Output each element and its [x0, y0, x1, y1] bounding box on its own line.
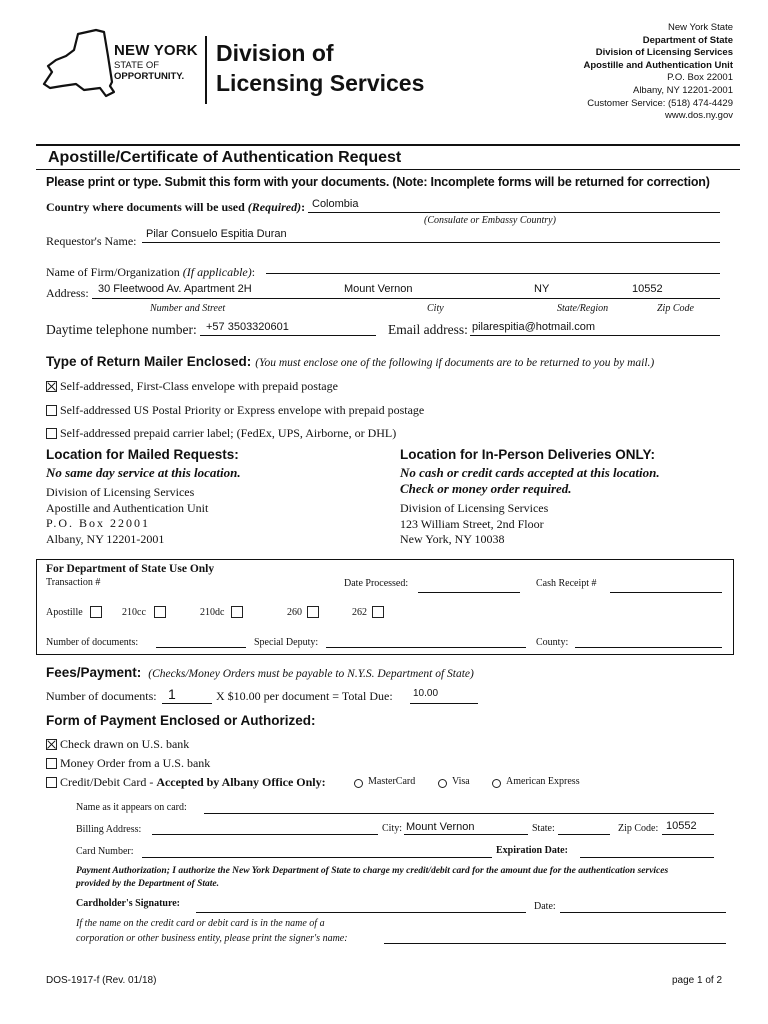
firm-colon: :	[251, 265, 256, 279]
inperson-line-1: Division of Licensing Services	[400, 501, 549, 515]
address-label: Address:	[46, 286, 89, 300]
inperson-line-3: New York, NY 10038	[400, 532, 505, 546]
zip-value: 10552	[632, 283, 663, 295]
signature-label: Cardholder's Signature:	[76, 898, 180, 909]
caption-city: City	[427, 303, 444, 314]
country-colon: :	[301, 200, 306, 214]
amex-radio[interactable]	[492, 779, 501, 788]
inperson-sub1: No cash or credit cards accepted at this location.	[400, 465, 660, 480]
mailer-checkbox-first-class[interactable]	[46, 381, 57, 392]
fees-note: (Checks/Money Orders must be payable to N.Y.S. Department of State)	[148, 668, 474, 680]
address-division: Division of Licensing Services	[595, 47, 733, 59]
billing-state-label: State:	[532, 823, 555, 834]
amex-label: American Express	[506, 776, 580, 787]
address-phone: Customer Service: (518) 474-4429	[587, 97, 733, 109]
dos-apostille-checkbox[interactable]	[90, 606, 102, 618]
billing-state-field[interactable]	[558, 834, 610, 835]
money-order-label: Money Order from a U.S. bank	[60, 756, 211, 770]
mastercard-label: MasterCard	[368, 776, 416, 787]
country-label	[46, 200, 305, 215]
instructions: Please print or type. Submit this form with your documents. (Note: Incomplete forms will be returned for correction)	[46, 175, 710, 189]
dos-num-docs-label: Number of documents:	[46, 637, 139, 648]
logo-division-of: Division of	[216, 40, 334, 66]
signature-date-field[interactable]	[560, 912, 726, 913]
nys-logo	[40, 26, 430, 114]
billing-city-value: Mount Vernon	[406, 821, 475, 833]
inperson-sub2: Check or money order required.	[400, 481, 572, 496]
mailed-line-4: Albany, NY 12201-2001	[46, 531, 165, 546]
caption-state: State/Region	[557, 303, 609, 314]
address-web: www.dos.ny.gov	[665, 110, 733, 122]
signature-date-label: Date:	[534, 901, 556, 912]
fees-total-value: 10.00	[413, 688, 439, 699]
billing-zip-value: 10552	[666, 820, 697, 832]
logo-new-york: NEW YORK	[114, 42, 198, 59]
payment-heading: Form of Payment Enclosed or Authorized:	[46, 713, 316, 728]
dos-260-label: 260	[287, 607, 302, 618]
fees-rate-text: X $10.00 per document = Total Due:	[216, 689, 393, 703]
signature-field[interactable]	[196, 912, 526, 913]
logo-opportunity: OPPORTUNITY.	[114, 71, 185, 82]
business-note-2: corporation or other business entity, please print the signer's name:	[76, 933, 348, 944]
card-label-bold: Accepted by Albany Office Only:	[156, 775, 326, 789]
card-checkbox[interactable]	[46, 777, 57, 788]
phone-label: Daytime telephone number:	[46, 322, 197, 337]
card-number-field[interactable]	[142, 857, 492, 858]
name-on-card-label: Name as it appears on card:	[76, 802, 187, 813]
country-required: (Required)	[247, 200, 302, 214]
dos-date-processed-label: Date Processed:	[344, 578, 409, 589]
country-value: Colombia	[312, 198, 359, 210]
mailed-address	[46, 485, 208, 547]
mailed-line-3: P.O. Box 22001	[46, 516, 151, 530]
name-on-card-field[interactable]	[204, 813, 714, 814]
caption-street: Number and Street	[150, 303, 226, 314]
signer-name-field[interactable]	[384, 943, 726, 944]
dos-cash-receipt-label: Cash Receipt #	[536, 578, 597, 589]
card-label-text: Credit/Debit Card -	[60, 775, 157, 789]
billing-zip-label: Zip Code:	[618, 823, 659, 834]
check-checkbox[interactable]	[46, 739, 57, 750]
dos-num-docs-field[interactable]	[156, 647, 246, 648]
page-number: page 1 of 2	[672, 975, 723, 986]
billing-city-label: City:	[382, 823, 403, 834]
visa-label: Visa	[452, 776, 470, 787]
logo-state-of: STATE OF	[114, 60, 160, 71]
fees-heading: Fees/Payment:	[46, 665, 142, 680]
mailed-line-2: Apostille and Authentication Unit	[46, 500, 209, 515]
expiration-label: Expiration Date:	[496, 845, 568, 856]
billing-city-field[interactable]	[404, 834, 528, 835]
dos-special-deputy-field[interactable]	[326, 647, 526, 648]
email-value: pilarespitia@hotmail.com	[472, 321, 596, 333]
requestor-field[interactable]	[142, 242, 720, 243]
requestor-label: Requestor's Name:	[46, 234, 137, 248]
email-field[interactable]	[470, 335, 720, 336]
dos-special-deputy-label: Special Deputy:	[254, 637, 319, 648]
address-state: New York State	[668, 22, 733, 33]
dos-210dc-checkbox[interactable]	[231, 606, 243, 618]
card-label	[60, 775, 326, 790]
address-department: Department of State	[642, 34, 733, 46]
title-bottom-rule	[36, 169, 740, 170]
billing-label: Billing Address:	[76, 824, 142, 835]
street-value: 30 Fleetwood Av. Apartment 2H	[98, 283, 252, 295]
card-number-label: Card Number:	[76, 846, 134, 857]
dos-county-field[interactable]	[575, 647, 722, 648]
form-title: Apostille/Certificate of Authentication Request	[48, 149, 402, 166]
address-pobox: P.O. Box 22001	[667, 72, 733, 84]
email-label: Email address:	[388, 322, 468, 337]
mastercard-radio[interactable]	[354, 779, 363, 788]
caption-zip: Zip Code	[657, 303, 694, 314]
dos-210cc-checkbox[interactable]	[154, 606, 166, 618]
mailer-section	[46, 353, 654, 371]
mailed-sub: No same day service at this location.	[46, 465, 241, 480]
billing-zip-field[interactable]	[662, 834, 714, 835]
mailer-heading: Type of Return Mailer Enclosed:	[46, 354, 252, 369]
payment-authorization: Payment Authorization; I authorize the New York Department of State to charge my credit/debit card for the amount due for the authentication services provided by the Department of State.	[76, 866, 669, 889]
dos-transaction-label: Transaction #	[46, 577, 101, 588]
city-value: Mount Vernon	[344, 283, 413, 295]
new-york-state-map-icon	[40, 26, 115, 114]
dos-210dc-label: 210dc	[200, 607, 225, 618]
phone-field[interactable]	[200, 335, 376, 336]
address-city: Albany, NY 12201-2001	[632, 84, 733, 96]
fees-num-docs-value: 1	[168, 686, 176, 702]
mailed-heading: Location for Mailed Requests:	[46, 447, 239, 462]
country-caption: (Consulate or Embassy Country)	[424, 215, 556, 226]
mailer-checkbox-carrier[interactable]	[46, 428, 57, 439]
firm-label	[46, 265, 255, 280]
country-field[interactable]	[308, 212, 720, 213]
dos-210cc-label: 210cc	[122, 607, 146, 618]
firm-field[interactable]	[266, 273, 720, 274]
dos-262-label: 262	[352, 607, 367, 618]
phone-value: +57 3503320601	[206, 321, 289, 333]
dos-use-heading: For Department of State Use Only	[46, 563, 215, 575]
business-note-1: If the name on the credit card or debit card is in the name of a	[76, 918, 325, 929]
dos-date-processed-field[interactable]	[418, 592, 520, 593]
state-value: NY	[534, 283, 550, 295]
mailer-option-priority: Self-addressed US Postal Priority or Express envelope with prepaid postage	[60, 403, 425, 417]
billing-field[interactable]	[152, 834, 378, 835]
firm-if-applicable: (If applicable)	[182, 265, 252, 279]
fees-total-field[interactable]	[410, 703, 478, 704]
title-top-rule	[36, 144, 740, 146]
fees-num-docs-field[interactable]	[162, 703, 212, 704]
check-label: Check drawn on U.S. bank	[60, 737, 190, 751]
logo-divider	[205, 36, 207, 104]
visa-radio[interactable]	[438, 779, 447, 788]
form-id: DOS-1917-f (Rev. 01/18)	[46, 975, 157, 986]
fees-section	[46, 664, 474, 682]
mailed-line-1: Division of Licensing Services	[46, 485, 195, 499]
requestor-value: Pilar Consuelo Espitia Duran	[146, 228, 287, 240]
inperson-line-2: 123 William Street, 2nd Floor	[400, 516, 544, 531]
dos-262-checkbox[interactable]	[372, 606, 384, 618]
mailer-checkbox-priority[interactable]	[46, 405, 57, 416]
dos-cash-receipt-field[interactable]	[610, 592, 722, 593]
mailer-option-first-class: Self-addressed, First-Class envelope with prepaid postage	[60, 379, 338, 393]
mailer-note: (You must enclose one of the following if documents are to be returned to you by mail.)	[255, 357, 655, 369]
mailer-option-carrier: Self-addressed prepaid carrier label; (FedEx, UPS, Airborne, or DHL)	[60, 426, 397, 440]
dos-county-label: County:	[536, 637, 569, 648]
dos-apostille-label: Apostille	[46, 607, 83, 618]
country-label-text: Country where documents will be used	[46, 200, 245, 214]
logo-licensing-services: Licensing Services	[216, 70, 425, 96]
inperson-heading: Location for In-Person Deliveries ONLY:	[400, 447, 656, 462]
header-address	[583, 22, 733, 123]
fees-num-docs-label: Number of documents:	[46, 689, 157, 703]
address-unit: Apostille and Authentication Unit	[583, 59, 733, 71]
dos-260-checkbox[interactable]	[307, 606, 319, 618]
expiration-field[interactable]	[580, 857, 714, 858]
inperson-address	[400, 501, 548, 548]
firm-label-text: Name of Firm/Organization	[46, 265, 180, 279]
address-field[interactable]	[92, 298, 720, 299]
money-order-checkbox[interactable]	[46, 758, 57, 769]
